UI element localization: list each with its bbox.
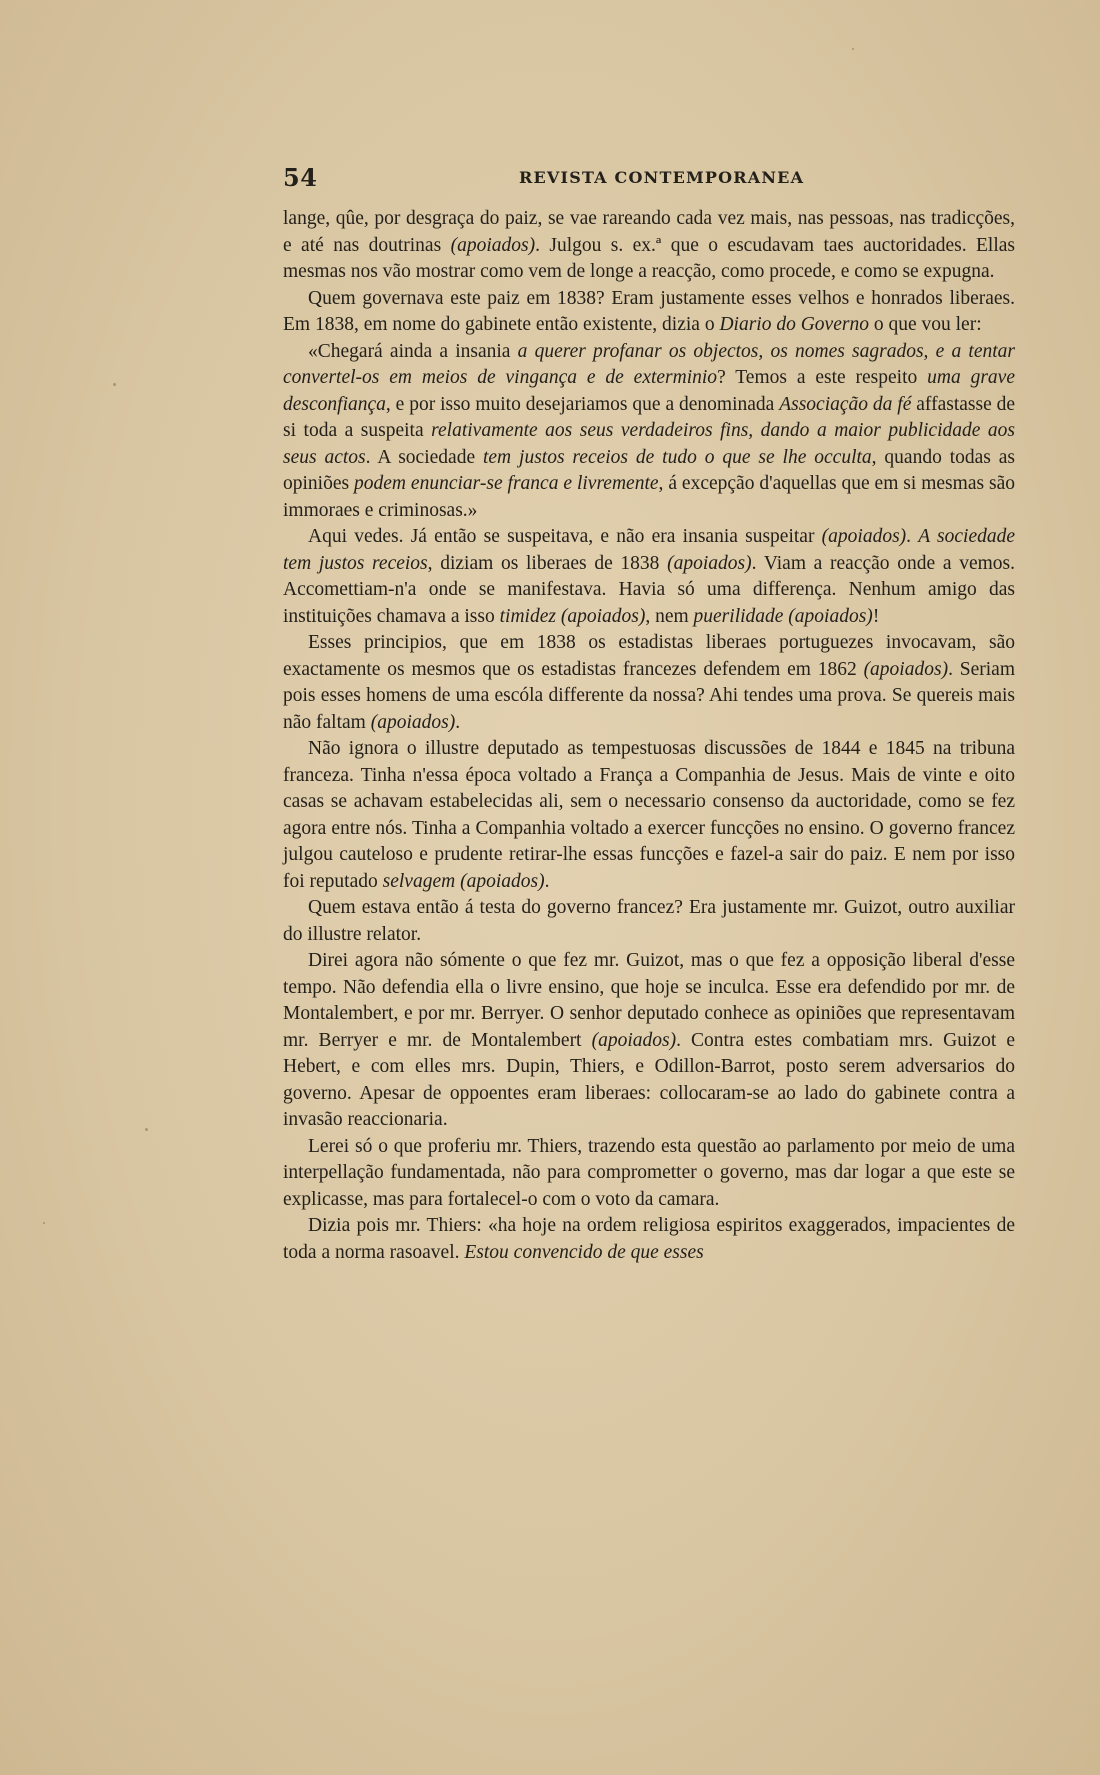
paragraph: [283, 1134, 1015, 1214]
text-run: Quem governava este paiz em 1838? Eram justamente esses velhos e honrados liberaes. Em 1838, em nome do gabinete então existente, dizia o: [283, 287, 1015, 335]
italic-run: puerilidade (apoiados): [693, 605, 873, 627]
text-run: «Chegará ainda a insania: [308, 340, 518, 362]
text-run: . A sociedade: [365, 446, 483, 468]
text-run: , á excepção d'aquellas que em si mesmas são immoraes e criminosas.»: [283, 473, 1015, 521]
text-run: , diziam os liberaes de 1838: [427, 552, 668, 574]
italic-run: (apoiados): [667, 552, 752, 574]
text-run: , e por isso muito desejariamos que a denominada: [385, 393, 780, 415]
italic-run: (apoiados): [450, 234, 536, 256]
page-number: 54: [283, 163, 318, 192]
italic-run: podem enunciar-se franca e livremente: [354, 473, 659, 494]
paragraph: [283, 1213, 1015, 1266]
text-run: . Julgou s. ex.ª que o escudavam taes auctoridades. Ellas mesmas nos vão mostrar como vem de longe a reacção, como procede, e como se expugna.: [283, 234, 1015, 282]
text-run: Esses principios, que em 1838 os estadistas liberaes portuguezes invocavam, são exactamente os mesmos que os estadistas francezes defendem em 1862: [283, 632, 1015, 680]
text-run: Quem estava então á testa do governo francez? Era justamente mr. Guizot, outro auxiliar do illustre relator.: [283, 897, 1015, 945]
text-run: , nem: [645, 605, 694, 627]
paragraph: [283, 206, 1015, 286]
italic-run: (apoiados): [863, 658, 949, 680]
italic-run: a querer profanar os objectos, os nomes sagrados, e a tentar convertel-os em meios de vingança e de exterminio: [283, 340, 1015, 388]
paper-speck: [852, 48, 854, 50]
text-run: . Viam a reacção onde a vemos. Accomettiam-n'a onde se manifestava. Havia só uma differença. Nenhum amigo das instituições chamava a isso: [283, 552, 1015, 627]
text-run: Lerei só o que proferiu mr. Thiers, trazendo esta questão ao parlamento por meio de uma interpellação fundamentada, não para comprometter o governo, mas dar logar a que este se explicasse, mas para fortalecel-o com o voto da camara.: [283, 1135, 1015, 1210]
running-title: REVISTA CONTEMPORANEA: [519, 168, 805, 187]
paragraph: [283, 286, 1015, 339]
paper-speck: [1010, 860, 1012, 862]
paragraph: [283, 524, 1015, 630]
text-run: !: [872, 605, 880, 627]
text-run: o que vou ler:: [868, 314, 982, 335]
italic-run: Associação da fé: [779, 393, 912, 415]
paper-speck: [145, 1128, 148, 1131]
italic-run: Estou convencido de que esses: [464, 1241, 704, 1263]
italic-run: relativamente aos seus verdadeiros fins, dando a maior publicidade aos seus actos: [283, 420, 1016, 468]
text-run: affastasse de si toda a suspeita: [283, 393, 1016, 441]
text-run: .: [544, 870, 550, 892]
text-run: . Seriam pois esses homens de uma escóla differente da nossa? Ahi tendes uma prova. Se quereis mais não faltam: [283, 658, 1016, 733]
italic-run: tem justos receios de tudo o que se lhe occulta: [482, 446, 872, 468]
text-run: , quando todas as opiniões: [283, 446, 1015, 494]
italic-run: (apoiados): [370, 711, 456, 733]
italic-run: selvagem (apoiados): [382, 870, 545, 892]
italic-run: Diario do Governo: [719, 314, 869, 335]
paragraph: [283, 339, 1015, 525]
paragraph: [283, 895, 1015, 948]
body-text: [283, 206, 1015, 1266]
paper-speck: [113, 383, 116, 386]
text-run: .: [455, 711, 461, 733]
text-run: .: [906, 526, 919, 547]
paper-speck: [43, 1222, 45, 1224]
text-run: Direi agora não sómente o que fez mr. Guizot, mas o que fez a opposição liberal d'esse tempo. Não defendia ella o livre ensino, que hoje se inculca. Esse era defendido por mr. de Montalembert, e por mr. Berryer. O senhor deputado conhece as opiniões que representavam mr. Berryer e mr. de Montalembert: [283, 950, 1015, 1051]
paragraph: [283, 948, 1015, 1134]
paragraph: [283, 630, 1015, 736]
italic-run: timidez (apoiados): [499, 605, 646, 627]
text-run: Aqui vedes. Já então se suspeitava, e não era insania suspeitar: [308, 526, 822, 547]
text-run: . Contra estes combatiam mrs. Guizot e Hebert, e com elles mrs. Dupin, Thiers, e Odillon-Barrot, posto serem adversarios do governo. Apesar de oppoentes eram liberaes: collocaram-se ao lado do gabinete contra a invasão reaccionaria.: [283, 1029, 1015, 1130]
italic-run: uma grave desconfiança: [283, 367, 1015, 415]
text-run: Dizia pois mr. Thiers: «ha hoje na ordem religiosa espiritos exaggerados, impacientes de toda a norma rasoavel.: [283, 1215, 1015, 1263]
page-header: [283, 163, 1013, 193]
italic-run: (apoiados): [821, 526, 907, 547]
paragraph: [283, 736, 1015, 895]
italic-run: (apoiados): [591, 1029, 677, 1051]
italic-run: A sociedade tem justos receios: [283, 526, 1015, 574]
text-run: Não ignora o illustre deputado as tempestuosas discussões de 1844 e 1845 na tribuna franceza. Tinha n'essa época voltado a França a Companhia de Jesus. Mais de vinte e oito casas se achavam estabelecidas ali, sem o necessario consenso da auctoridade, como se fez agora entre nós. Tinha a Companhia voltado a exercer funcções no ensino. O governo francez julgou cauteloso e prudente retirar-lhe essas funcções e fazel-a sair do paiz. E nem por isso foi reputado: [283, 738, 1015, 892]
text-run: ? Temos a este respeito: [717, 367, 928, 388]
text-run: lange, qûe, por desgraça do paiz, se vae rareando cada vez mais, nas pessoas, nas tradicções, e até nas doutrinas: [283, 208, 1015, 256]
